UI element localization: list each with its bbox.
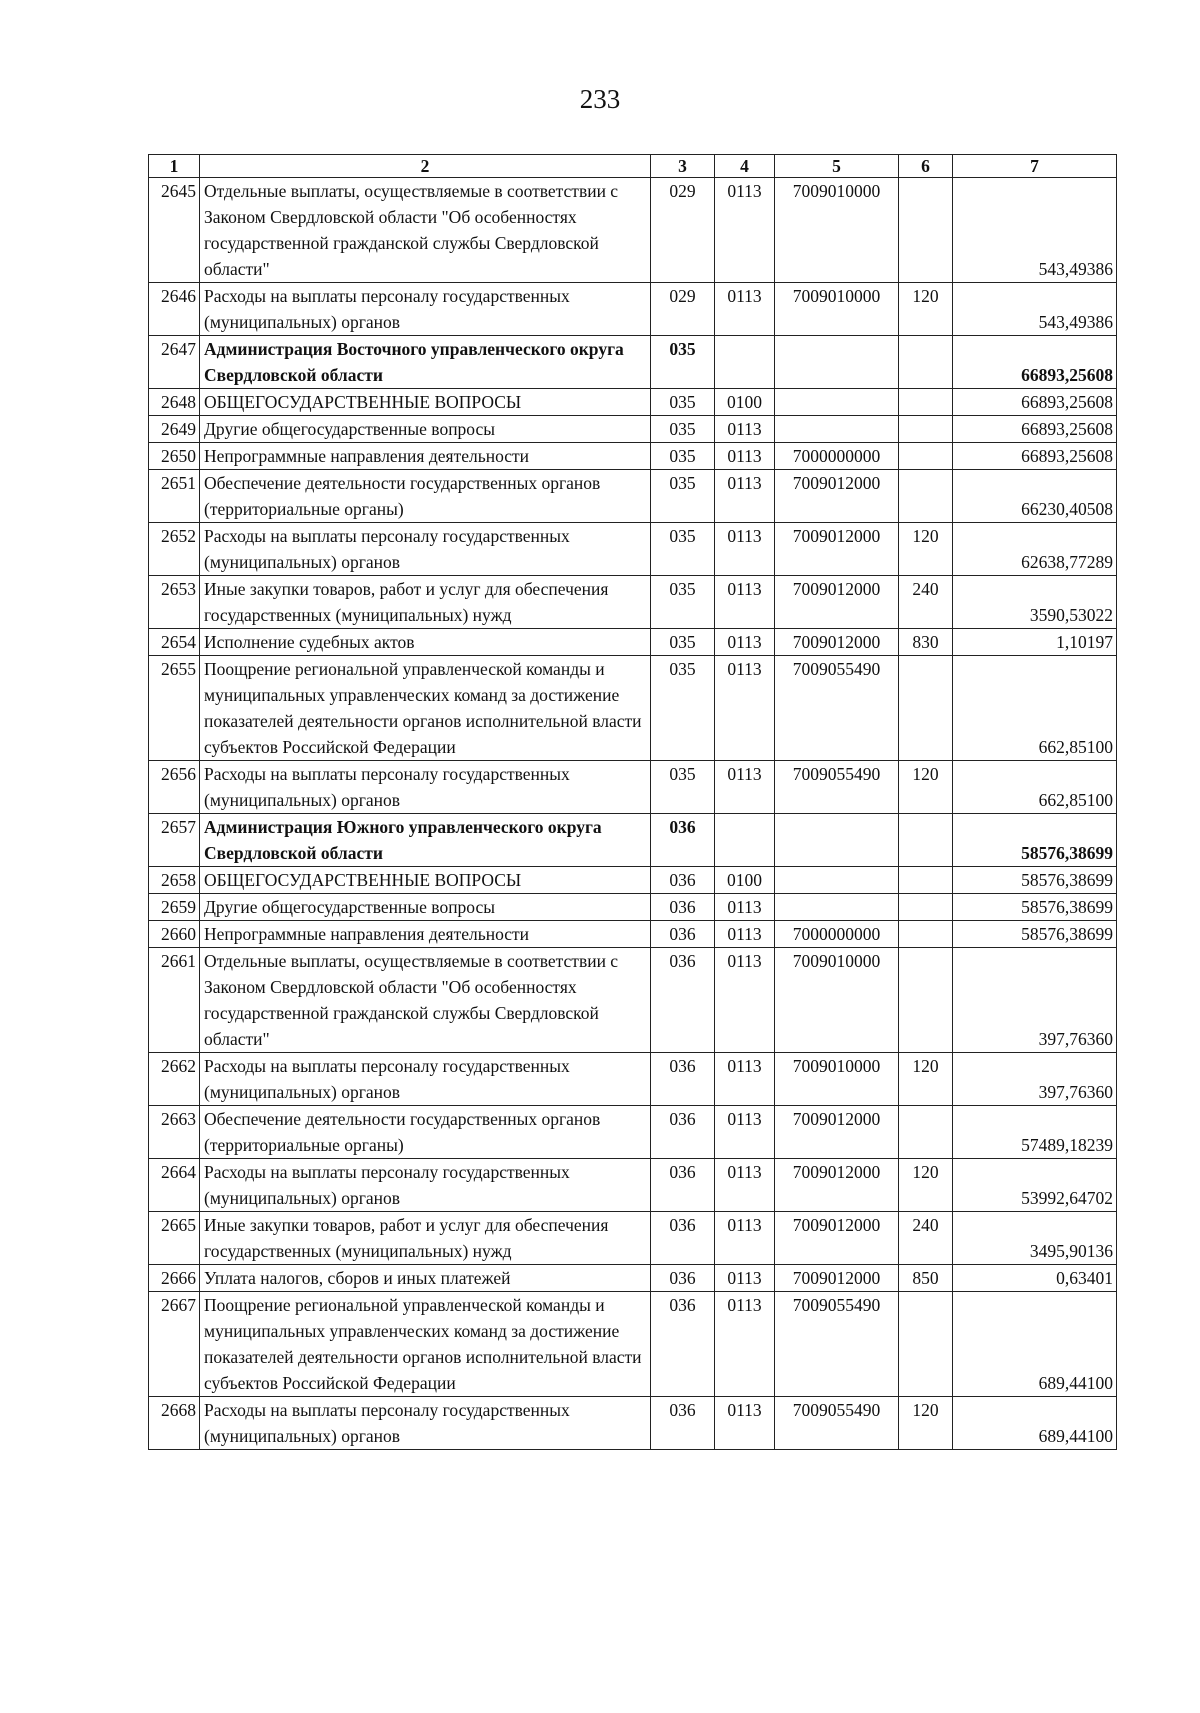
- header-col-7: 7: [953, 155, 1117, 178]
- row-number: 2652: [149, 523, 200, 576]
- row-name: Поощрение региональной управленческой команды и муниципальных управленческих команд за достижение показателей деятельности органов исполнительной власти субъектов Российской Федерации: [200, 656, 651, 761]
- row-target-code: 7009010000: [775, 948, 899, 1053]
- row-admin-code: 035: [651, 443, 715, 470]
- table-row: [149, 921, 1117, 948]
- table-row: [149, 867, 1117, 894]
- row-amount: 57489,18239: [953, 1106, 1117, 1159]
- row-section-code: 0113: [715, 656, 775, 761]
- row-amount: 1,10197: [953, 629, 1117, 656]
- row-target-code: [775, 814, 899, 867]
- row-number: 2656: [149, 761, 200, 814]
- row-number: 2660: [149, 921, 200, 948]
- row-section-code: 0113: [715, 1106, 775, 1159]
- row-number: 2661: [149, 948, 200, 1053]
- row-expense-type: [899, 1292, 953, 1397]
- header-col-2: 2: [200, 155, 651, 178]
- row-expense-type: [899, 814, 953, 867]
- row-section-code: 0100: [715, 867, 775, 894]
- row-name: Обеспечение деятельности государственных органов (территориальные органы): [200, 470, 651, 523]
- row-admin-code: 036: [651, 1053, 715, 1106]
- row-expense-type: 120: [899, 1159, 953, 1212]
- row-number: 2645: [149, 178, 200, 283]
- table-header-row: [149, 155, 1117, 178]
- row-target-code: 7009012000: [775, 1106, 899, 1159]
- row-target-code: [775, 867, 899, 894]
- row-target-code: 7009010000: [775, 1053, 899, 1106]
- row-number: 2647: [149, 336, 200, 389]
- table-row: [149, 948, 1117, 1053]
- table-row: [149, 1212, 1117, 1265]
- row-expense-type: [899, 921, 953, 948]
- row-number: 2653: [149, 576, 200, 629]
- row-amount: 62638,77289: [953, 523, 1117, 576]
- row-section-code: 0113: [715, 1292, 775, 1397]
- table-row: [149, 1397, 1117, 1450]
- row-admin-code: 036: [651, 867, 715, 894]
- row-expense-type: [899, 389, 953, 416]
- row-admin-code: 035: [651, 629, 715, 656]
- row-expense-type: 120: [899, 1397, 953, 1450]
- row-admin-code: 036: [651, 1106, 715, 1159]
- row-expense-type: 240: [899, 576, 953, 629]
- row-admin-code: 036: [651, 894, 715, 921]
- row-amount: 66893,25608: [953, 336, 1117, 389]
- row-amount: 66893,25608: [953, 389, 1117, 416]
- row-expense-type: [899, 894, 953, 921]
- row-expense-type: [899, 1106, 953, 1159]
- row-name: Непрограммные направления деятельности: [200, 443, 651, 470]
- row-expense-type: [899, 416, 953, 443]
- row-admin-code: 035: [651, 416, 715, 443]
- header-col-1: 1: [149, 155, 200, 178]
- row-target-code: 7009010000: [775, 178, 899, 283]
- row-number: 2666: [149, 1265, 200, 1292]
- table-row: [149, 523, 1117, 576]
- row-section-code: 0113: [715, 761, 775, 814]
- row-number: 2668: [149, 1397, 200, 1450]
- row-section-code: 0113: [715, 1159, 775, 1212]
- table-row: [149, 443, 1117, 470]
- row-section-code: 0113: [715, 576, 775, 629]
- row-admin-code: 036: [651, 1397, 715, 1450]
- row-expense-type: 830: [899, 629, 953, 656]
- row-admin-code: 036: [651, 1159, 715, 1212]
- row-number: 2650: [149, 443, 200, 470]
- table-body: [149, 178, 1117, 1450]
- row-admin-code: 029: [651, 178, 715, 283]
- row-target-code: 7009012000: [775, 1212, 899, 1265]
- row-section-code: 0113: [715, 948, 775, 1053]
- row-target-code: 7009012000: [775, 1265, 899, 1292]
- table-row: [149, 336, 1117, 389]
- row-name: Расходы на выплаты персоналу государственных (муниципальных) органов: [200, 283, 651, 336]
- row-amount: 58576,38699: [953, 921, 1117, 948]
- row-name: Уплата налогов, сборов и иных платежей: [200, 1265, 651, 1292]
- row-section-code: 0113: [715, 1265, 775, 1292]
- row-amount: 543,49386: [953, 283, 1117, 336]
- row-target-code: 7009012000: [775, 470, 899, 523]
- row-expense-type: [899, 443, 953, 470]
- row-name: Отдельные выплаты, осуществляемые в соответствии с Законом Свердловской области "Об особенностях государственной гражданской службы Свердловской области": [200, 178, 651, 283]
- row-admin-code: 036: [651, 921, 715, 948]
- row-number: 2657: [149, 814, 200, 867]
- row-expense-type: 120: [899, 761, 953, 814]
- row-target-code: [775, 336, 899, 389]
- row-section-code: 0113: [715, 1053, 775, 1106]
- row-name: Расходы на выплаты персоналу государственных (муниципальных) органов: [200, 523, 651, 576]
- row-admin-code: 036: [651, 1265, 715, 1292]
- row-target-code: 7009055490: [775, 1292, 899, 1397]
- row-amount: 0,63401: [953, 1265, 1117, 1292]
- row-target-code: [775, 894, 899, 921]
- row-section-code: 0113: [715, 523, 775, 576]
- row-number: 2648: [149, 389, 200, 416]
- row-amount: 66893,25608: [953, 443, 1117, 470]
- row-number: 2651: [149, 470, 200, 523]
- header-col-5: 5: [775, 155, 899, 178]
- row-name: Расходы на выплаты персоналу государственных (муниципальных) органов: [200, 761, 651, 814]
- row-target-code: 7009012000: [775, 523, 899, 576]
- row-name: Непрограммные направления деятельности: [200, 921, 651, 948]
- row-number: 2655: [149, 656, 200, 761]
- row-section-code: 0113: [715, 178, 775, 283]
- header-col-3: 3: [651, 155, 715, 178]
- row-number: 2664: [149, 1159, 200, 1212]
- row-expense-type: [899, 336, 953, 389]
- row-section-code: [715, 336, 775, 389]
- row-amount: 689,44100: [953, 1292, 1117, 1397]
- table-row: [149, 283, 1117, 336]
- row-name: Обеспечение деятельности государственных органов (территориальные органы): [200, 1106, 651, 1159]
- table-row: [149, 178, 1117, 283]
- row-section-code: 0113: [715, 921, 775, 948]
- row-expense-type: 120: [899, 523, 953, 576]
- row-admin-code: 035: [651, 336, 715, 389]
- row-amount: 543,49386: [953, 178, 1117, 283]
- row-number: 2663: [149, 1106, 200, 1159]
- row-section-code: 0113: [715, 629, 775, 656]
- row-name: Расходы на выплаты персоналу государственных (муниципальных) органов: [200, 1397, 651, 1450]
- table-row: [149, 389, 1117, 416]
- row-number: 2659: [149, 894, 200, 921]
- row-admin-code: 035: [651, 576, 715, 629]
- row-section-code: 0113: [715, 894, 775, 921]
- row-target-code: 7009055490: [775, 656, 899, 761]
- row-number: 2646: [149, 283, 200, 336]
- row-number: 2662: [149, 1053, 200, 1106]
- header-col-6: 6: [899, 155, 953, 178]
- table-row: [149, 761, 1117, 814]
- row-section-code: 0100: [715, 389, 775, 416]
- row-amount: 58576,38699: [953, 867, 1117, 894]
- row-admin-code: 036: [651, 814, 715, 867]
- row-amount: 3495,90136: [953, 1212, 1117, 1265]
- row-section-code: 0113: [715, 443, 775, 470]
- budget-table: [148, 154, 1117, 1450]
- row-expense-type: [899, 470, 953, 523]
- row-admin-code: 036: [651, 948, 715, 1053]
- row-target-code: 7009010000: [775, 283, 899, 336]
- row-target-code: 7009012000: [775, 629, 899, 656]
- row-name: Администрация Южного управленческого округа Свердловской области: [200, 814, 651, 867]
- row-expense-type: 850: [899, 1265, 953, 1292]
- row-name: Иные закупки товаров, работ и услуг для обеспечения государственных (муниципальных) нужд: [200, 576, 651, 629]
- row-number: 2658: [149, 867, 200, 894]
- page-number: 233: [579, 84, 621, 114]
- row-expense-type: 120: [899, 1053, 953, 1106]
- row-expense-type: 240: [899, 1212, 953, 1265]
- table-row: [149, 629, 1117, 656]
- row-expense-type: 120: [899, 283, 953, 336]
- row-amount: 397,76360: [953, 1053, 1117, 1106]
- row-target-code: 7009055490: [775, 1397, 899, 1450]
- row-expense-type: [899, 178, 953, 283]
- row-target-code: 7009012000: [775, 1159, 899, 1212]
- row-section-code: 0113: [715, 470, 775, 523]
- row-target-code: 7009055490: [775, 761, 899, 814]
- row-number: 2665: [149, 1212, 200, 1265]
- header-col-4: 4: [715, 155, 775, 178]
- row-target-code: 7009012000: [775, 576, 899, 629]
- table-row: [149, 470, 1117, 523]
- row-number: 2667: [149, 1292, 200, 1397]
- table-row: [149, 1159, 1117, 1212]
- row-section-code: [715, 814, 775, 867]
- table-row: [149, 1292, 1117, 1397]
- row-name: ОБЩЕГОСУДАРСТВЕННЫЕ ВОПРОСЫ: [200, 389, 651, 416]
- row-amount: 58576,38699: [953, 814, 1117, 867]
- row-name: Расходы на выплаты персоналу государственных (муниципальных) органов: [200, 1159, 651, 1212]
- row-admin-code: 035: [651, 523, 715, 576]
- row-name: Иные закупки товаров, работ и услуг для обеспечения государственных (муниципальных) нужд: [200, 1212, 651, 1265]
- row-name: Исполнение судебных актов: [200, 629, 651, 656]
- row-admin-code: 036: [651, 1212, 715, 1265]
- table-row: [149, 416, 1117, 443]
- table-row: [149, 1106, 1117, 1159]
- row-amount: 689,44100: [953, 1397, 1117, 1450]
- row-name: Другие общегосударственные вопросы: [200, 416, 651, 443]
- row-admin-code: 036: [651, 1292, 715, 1397]
- row-section-code: 0113: [715, 416, 775, 443]
- row-number: 2654: [149, 629, 200, 656]
- row-amount: 397,76360: [953, 948, 1117, 1053]
- row-name: Другие общегосударственные вопросы: [200, 894, 651, 921]
- row-section-code: 0113: [715, 1212, 775, 1265]
- row-amount: 662,85100: [953, 761, 1117, 814]
- row-amount: 53992,64702: [953, 1159, 1117, 1212]
- row-admin-code: 035: [651, 761, 715, 814]
- row-amount: 3590,53022: [953, 576, 1117, 629]
- row-name: ОБЩЕГОСУДАРСТВЕННЫЕ ВОПРОСЫ: [200, 867, 651, 894]
- table-row: [149, 894, 1117, 921]
- table-row: [149, 576, 1117, 629]
- row-admin-code: 035: [651, 656, 715, 761]
- row-name: Поощрение региональной управленческой команды и муниципальных управленческих команд за достижение показателей деятельности органов исполнительной власти субъектов Российской Федерации: [200, 1292, 651, 1397]
- row-amount: 662,85100: [953, 656, 1117, 761]
- row-name: Расходы на выплаты персоналу государственных (муниципальных) органов: [200, 1053, 651, 1106]
- row-admin-code: 035: [651, 470, 715, 523]
- row-target-code: 7000000000: [775, 443, 899, 470]
- row-expense-type: [899, 867, 953, 894]
- table-row: [149, 1053, 1117, 1106]
- table-row: [149, 1265, 1117, 1292]
- row-admin-code: 035: [651, 389, 715, 416]
- table-row: [149, 656, 1117, 761]
- row-target-code: [775, 389, 899, 416]
- row-section-code: 0113: [715, 283, 775, 336]
- table-row: [149, 814, 1117, 867]
- row-amount: 66230,40508: [953, 470, 1117, 523]
- row-target-code: [775, 416, 899, 443]
- row-amount: 66893,25608: [953, 416, 1117, 443]
- row-expense-type: [899, 948, 953, 1053]
- row-admin-code: 029: [651, 283, 715, 336]
- row-expense-type: [899, 656, 953, 761]
- row-name: Отдельные выплаты, осуществляемые в соответствии с Законом Свердловской области "Об особенностях государственной гражданской службы Свердловской области": [200, 948, 651, 1053]
- row-amount: 58576,38699: [953, 894, 1117, 921]
- row-name: Администрация Восточного управленческого округа Свердловской области: [200, 336, 651, 389]
- row-number: 2649: [149, 416, 200, 443]
- row-section-code: 0113: [715, 1397, 775, 1450]
- row-target-code: 7000000000: [775, 921, 899, 948]
